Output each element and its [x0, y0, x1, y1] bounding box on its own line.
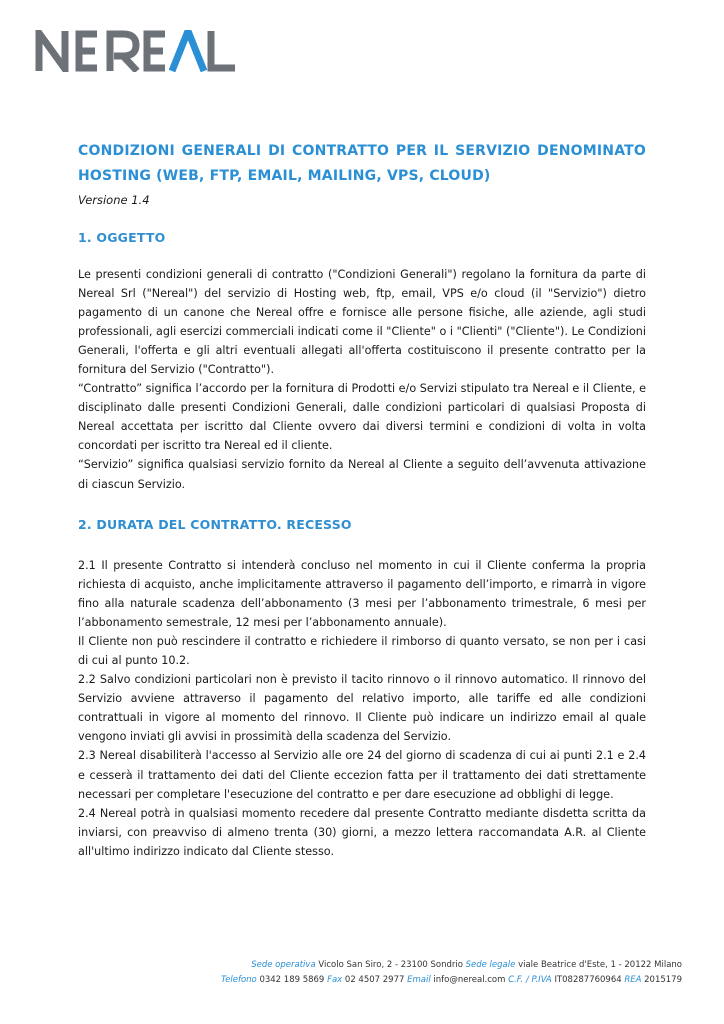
- sede-operativa-value: Vicolo San Siro, 2 - 23100 Sondrio: [318, 960, 463, 970]
- sede-operativa-label: Sede operativa: [251, 960, 316, 970]
- section-2-heading: 2. DURATA DEL CONTRATTO. RECESSO: [78, 517, 352, 532]
- document-title: CONDIZIONI GENERALI DI CONTRATTO PER IL SERVIZIO DENOMINATO HOSTING (WEB, FTP, EMAIL, MAILING, VPS, CLOUD): [78, 143, 646, 184]
- section-1-body: [78, 265, 646, 494]
- section-1-paragraph: “Contratto” significa l’accordo per la fornitura di Prodotti e/o Servizi stipulato tra Nereal e il Cliente, e disciplinato dalle presenti Condizioni Generali, dalle condizioni particolari di qualsiasi Proposta di Nereal accettata per iscritto dal Cliente ovvero dai diversi termini e condizioni di volta in volta concordati per iscritto tra Nereal ed il cliente.: [78, 382, 646, 453]
- document-version: Versione 1.4: [78, 193, 150, 207]
- footer-line-2: [221, 973, 682, 988]
- telefono-value: 0342 189 5869: [259, 975, 325, 985]
- sede-legale-value: viale Beatrice d'Este, 1 - 20122 Milano: [518, 960, 682, 970]
- fax-value: 02 4507 2977: [344, 975, 405, 985]
- email-label: Email: [407, 975, 431, 985]
- section-1-heading: 1. OGGETTO: [78, 230, 166, 245]
- cf-piva-value: IT08287760964: [554, 975, 622, 985]
- section-2-paragraph: 2.3 Nereal disabiliterà l'accesso al Servizio alle ore 24 del giorno di scadenza di cui ai punti 2.1 e 2.4 e cesserà il trattamento dei dati del Cliente eccezion fatta per il trattamento dei dati strettamente necessari per completare l'esecuzione del contratto e per dare esecuzione ad obblighi di legge.: [78, 749, 646, 801]
- section-2-paragraph: 2.4 Nereal potrà in qualsiasi momento recedere dal presente Contratto mediante disdetta scritta da inviarsi, con preavviso di almeno trenta (30) giorni, a mezzo lettera raccomandata A.R. al Cliente all'ultimo indirizzo indicato dal Cliente stesso.: [78, 806, 646, 858]
- section-2-paragraph: Il Cliente non può rescindere il contratto e richiedere il rimborso di quanto versato, se non per i casi di cui al punto 10.2.: [78, 635, 646, 668]
- rea-label: REA: [624, 975, 642, 985]
- fax-label: Fax: [327, 975, 343, 985]
- section-2-body: [78, 556, 646, 861]
- nereal-logo: [35, 30, 237, 72]
- section-2-paragraph: 2.2 Salvo condizioni particolari non è previsto il tacito rinnovo o il rinnovo automatico. Il rinnovo del Servizio avviene attraverso il pagamento del relativo importo, alle tariffe ed alle condizioni contrattuali in vigore al momento del rinnovo. Il Cliente può indicare un indirizzo email al quale vengono inviati gli avvisi in prossimità della scadenza del Servizio.: [78, 673, 646, 744]
- email-value[interactable]: info@nereal.com: [433, 975, 506, 985]
- section-1-paragraph: “Servizio” significa qualsiasi servizio fornito da Nereal al Cliente a seguito dell’avvenuta attivazione di ciascun Servizio.: [78, 458, 646, 491]
- cf-piva-label: C.F. / P.IVA: [508, 975, 552, 985]
- sede-legale-label: Sede legale: [465, 960, 516, 970]
- telefono-label: Telefono: [221, 975, 257, 985]
- section-2-paragraph: 2.1 Il presente Contratto si intenderà concluso nel momento in cui il Cliente conferma la propria richiesta di acquisto, anche implicitamente attraverso il pagamento dell’importo, e rimarrà in vigore fino alla naturale scadenza dell’abbonamento (3 mesi per l’abbonamento trimestrale, 6 mesi per l’abbonamento semestrale, 12 mesi per l’abbonamento annuale).: [78, 559, 646, 630]
- page-footer: [221, 958, 682, 988]
- rea-value: 2015179: [644, 975, 682, 985]
- title-block: [78, 139, 646, 207]
- nereal-logo-mark: [35, 30, 237, 72]
- footer-line-1: [221, 958, 682, 973]
- section-1-paragraph: Le presenti condizioni generali di contratto ("Condizioni Generali") regolano la fornitura da parte di Nereal Srl ("Nereal") del servizio di Hosting web, ftp, email, VPS e/o cloud (il "Servizio") dietro pagamento di un canone che Nereal offre e fornisce alle persone fisiche, alle aziende, agli studi professionali, agli esercizi commerciali indicati come il "Cliente" o i "Clienti" ("Cliente"). Le Condizioni Generali, l'offerta e gli altri eventuali allegati all'offerta costituiscono il presente contratto per la fornitura del Servizio ("Contratto").: [78, 268, 646, 377]
